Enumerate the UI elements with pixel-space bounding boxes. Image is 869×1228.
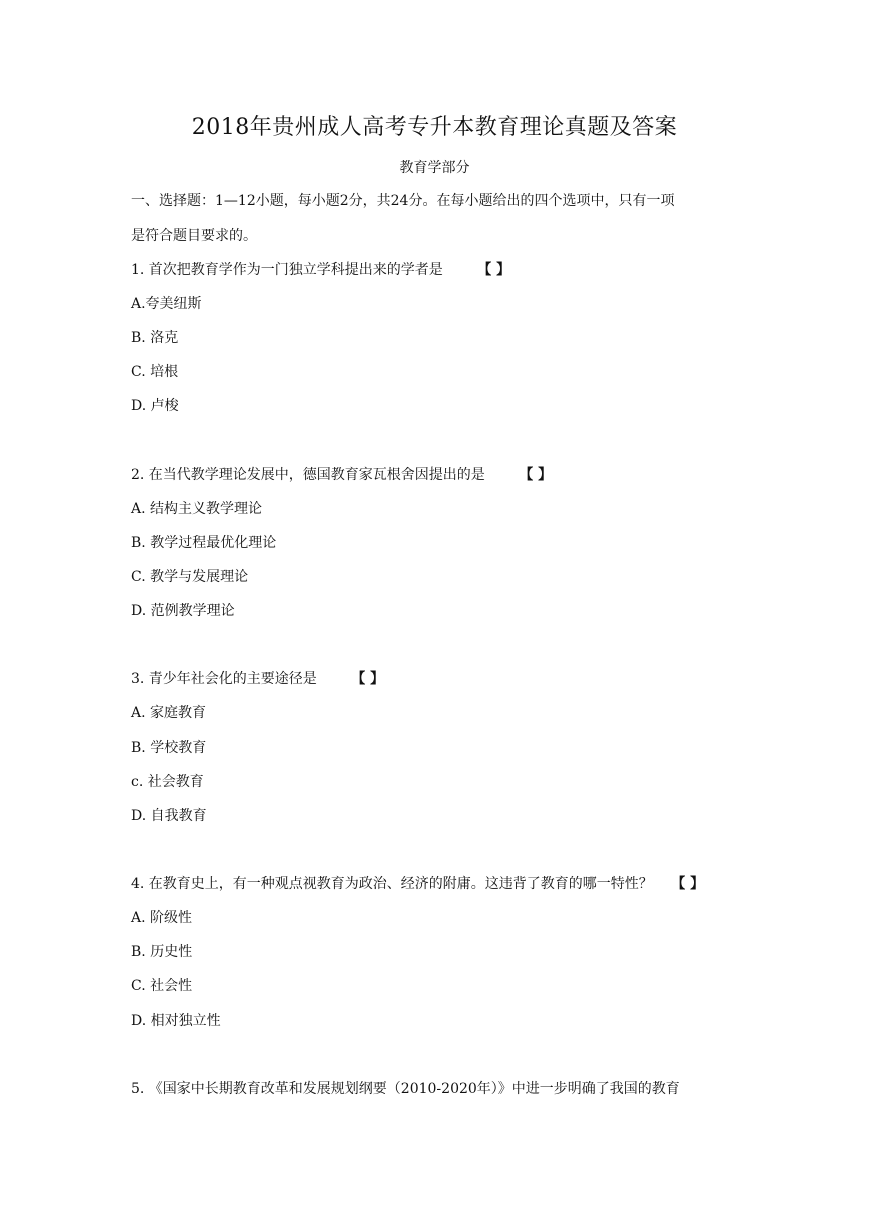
question-4-option-c: C. 社会性 — [131, 978, 193, 994]
question-3-option-b: B. 学校教育 — [131, 740, 207, 756]
question-2-stem-row — [131, 463, 552, 487]
question-2-option-d: D. 范例教学理论 — [131, 603, 235, 619]
question-2-option-c: C. 教学与发展理论 — [131, 569, 249, 585]
question-4-option-b: B. 历史性 — [131, 944, 193, 960]
instructions-line-1: 一、选择题：1—12小题，每小题2分，共24分。在每小题给出的四个选项中，只有一项 — [131, 193, 675, 209]
section-heading: 教育学部分 — [399, 160, 470, 176]
question-4-stem: 4. 在教育史上，有一种观点视教育为政治、经济的附庸。这违背了教育的哪一特性？ — [131, 876, 653, 892]
question-3-stem-row — [131, 667, 384, 691]
question-2-stem: 2. 在当代教学理论发展中，德国教育家瓦根舍因提出的是 — [131, 467, 485, 483]
question-1-answer-bracket: 【 】 — [477, 262, 511, 278]
question-1-option-d: D. 卢梭 — [131, 398, 179, 414]
question-2-option-a: A. 结构主义教学理论 — [131, 501, 263, 517]
question-3-answer-bracket: 【 】 — [351, 671, 385, 687]
question-1-option-b: B. 洛克 — [131, 330, 179, 346]
question-4-stem-row — [131, 872, 704, 896]
question-2-answer-bracket: 【 】 — [519, 467, 553, 483]
instructions-line-2: 是符合题目要求的。 — [131, 228, 257, 244]
question-4-option-a: A. 阶级性 — [131, 910, 193, 926]
question-3-option-d: D. 自我教育 — [131, 808, 207, 824]
question-4-answer-bracket: 【 】 — [671, 876, 705, 892]
question-2-option-b: B. 教学过程最优化理论 — [131, 535, 277, 551]
question-3-option-a: A. 家庭教育 — [131, 705, 207, 721]
document-title: 2018年贵州成人高考专升本教育理论真题及答案 — [191, 115, 678, 140]
question-1-stem: 1. 首次把教育学作为一门独立学科提出来的学者是 — [131, 262, 443, 278]
question-4-option-d: D. 相对独立性 — [131, 1013, 221, 1029]
question-3-stem: 3. 青少年社会化的主要途径是 — [131, 671, 317, 687]
question-1-option-a: A.夸美纽斯 — [131, 296, 202, 312]
question-1-option-c: C. 培根 — [131, 364, 179, 380]
question-5-stem: 5. 《国家中长期教育改革和发展规划纲要（2010-2020年）》中进一步明确了我国的教育 — [131, 1081, 680, 1097]
question-1-stem-row — [131, 258, 510, 282]
question-3-option-c: c. 社会教育 — [131, 774, 204, 790]
